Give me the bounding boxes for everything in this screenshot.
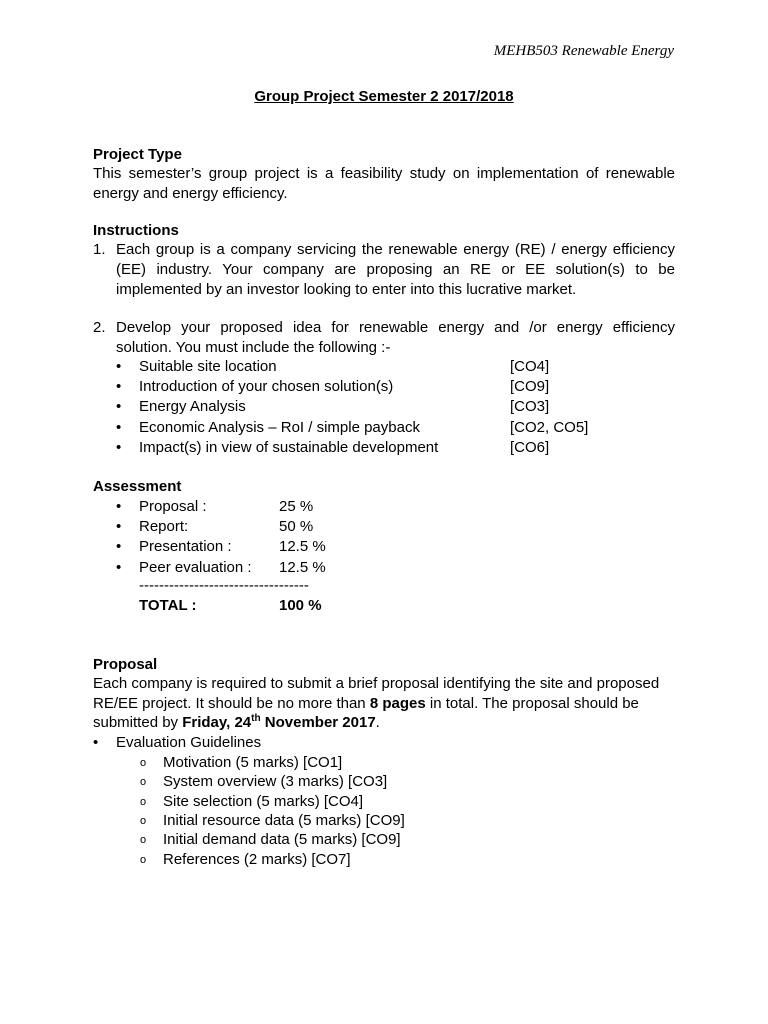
list-item-co: [CO4] — [510, 358, 550, 375]
guideline-text: Initial resource data (5 marks) [CO9] — [163, 812, 405, 829]
instruction-item-2: Develop your proposed idea for renewable energy and /or energy efficiency solution. You must include the following :- — [116, 319, 675, 356]
list-item-text: Energy Analysis — [139, 398, 246, 415]
list-item-text: Introduction of your chosen solution(s) — [139, 378, 394, 395]
bullet-icon: • — [93, 734, 99, 751]
list-item-text: Suitable site location — [139, 358, 277, 375]
circle-bullet-icon: o — [140, 776, 147, 788]
assessment-value: 12.5 % — [279, 538, 326, 555]
assessment-label: Proposal : — [139, 498, 207, 515]
bullet-icon: • — [116, 559, 122, 576]
assessment-value: 50 % — [279, 518, 314, 535]
guideline-text: Motivation (5 marks) [CO1] — [163, 754, 343, 771]
circle-bullet-icon: o — [140, 834, 147, 846]
assessment-label: Presentation : — [139, 538, 232, 555]
bullet-icon: • — [116, 439, 122, 456]
bullet-icon: • — [116, 518, 122, 535]
proposal-line-2 — [93, 694, 675, 714]
proposal-line-2b: in total. The proposal should be — [425, 695, 639, 712]
list-item-co: [CO9] — [510, 378, 550, 395]
bullet-icon: • — [116, 498, 122, 515]
total-label: TOTAL : — [139, 597, 197, 614]
proposal-line-3 — [93, 713, 675, 733]
project-type-text: This semester’s group project is a feasibility study on implementation of renewable energy and energy efficiency. — [93, 165, 675, 202]
list-item-co: [CO2, CO5] — [510, 419, 589, 436]
proposal-line-3a: submitted by — [93, 714, 183, 731]
circle-bullet-icon: o — [140, 854, 147, 866]
page-limit: 8 pages — [369, 695, 426, 712]
proposal-line-3-end: . — [375, 714, 380, 731]
divider-text: ---------------------------------- — [139, 577, 309, 594]
bullet-icon: • — [116, 538, 122, 555]
instruction-number-2: 2. — [93, 319, 106, 336]
circle-bullet-icon: o — [140, 815, 147, 827]
guideline-text: System overview (3 marks) [CO3] — [163, 773, 388, 790]
list-item-text: Economic Analysis – RoI / simple payback — [139, 419, 420, 436]
due-day: Friday, 24 — [182, 714, 252, 731]
evaluation-guidelines-heading: Evaluation Guidelines — [116, 734, 262, 751]
assessment-heading: Assessment — [93, 478, 182, 495]
circle-bullet-icon: o — [140, 796, 147, 808]
project-type-heading: Project Type — [93, 146, 182, 163]
bullet-icon: • — [116, 398, 122, 415]
bullet-icon: • — [116, 378, 122, 395]
guideline-text: References (2 marks) [CO7] — [163, 851, 351, 868]
guideline-text: Site selection (5 marks) [CO4] — [163, 793, 364, 810]
total-value: 100 % — [279, 597, 322, 614]
assessment-value: 12.5 % — [279, 559, 326, 576]
list-item-text: Impact(s) in view of sustainable development — [139, 439, 439, 456]
proposal-line-1: Each company is required to submit a brief proposal identifying the site and proposed — [93, 675, 660, 692]
due-month-year: November 2017 — [260, 714, 376, 731]
assessment-value: 25 % — [279, 498, 314, 515]
bullet-icon: • — [116, 358, 122, 375]
due-suffix: th — [251, 713, 261, 724]
page-title: Group Project Semester 2 2017/2018 — [254, 88, 514, 105]
guideline-text: Initial demand data (5 marks) [CO9] — [163, 831, 401, 848]
instruction-number-1: 1. — [93, 241, 106, 258]
instructions-heading: Instructions — [93, 222, 179, 239]
course-header: MEHB503 Renewable Energy — [493, 43, 674, 59]
circle-bullet-icon: o — [140, 757, 147, 769]
list-item-co: [CO3] — [510, 398, 550, 415]
instruction-item-1: Each group is a company servicing the renewable energy (RE) / energy efficiency (EE) industry. Your company are proposing an RE or EE solution(s) to be implemented by an investor looking to enter into this lucrative market. — [116, 241, 675, 298]
proposal-line-2a: RE/EE project. It should be no more than — [93, 695, 370, 712]
proposal-heading: Proposal — [93, 656, 158, 673]
bullet-icon: • — [116, 419, 122, 436]
list-item-co: [CO6] — [510, 439, 550, 456]
assessment-label: Peer evaluation : — [139, 559, 252, 576]
assessment-label: Report: — [139, 518, 189, 535]
due-date — [182, 714, 375, 731]
